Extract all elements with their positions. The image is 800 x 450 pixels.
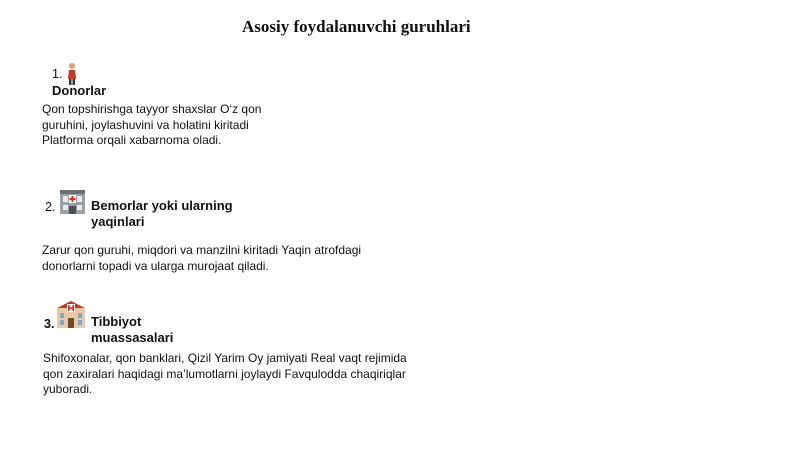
heading-line: Bemorlar yoki ularning	[91, 198, 233, 213]
group-number: 1.	[52, 67, 63, 81]
description-line: donorlarni topadi va ularga murojaat qiladi.	[42, 258, 269, 273]
group-description	[43, 351, 407, 398]
group-number: 3.	[44, 317, 55, 331]
group-heading	[91, 314, 173, 346]
group-heading	[91, 198, 233, 230]
group-description	[42, 102, 261, 149]
description-line: Platforma orqali xabarnoma oladi.	[42, 133, 222, 147]
hospital-patient-icon	[59, 188, 86, 215]
description-line: guruhini, joylashuvini va holatini kiritadi	[42, 117, 249, 132]
heading-line: yaqinlari	[91, 214, 145, 229]
description-line: yuboradi.	[43, 382, 93, 396]
group-description	[42, 243, 361, 274]
description-line: Qon topshirishga tayyor shaxslar O‘z qon	[42, 102, 262, 116]
slide-title: Asosiy foydalanuvchi guruhlari	[242, 17, 471, 36]
heading-line: Tibbiyot	[91, 314, 142, 329]
description-line: qon zaxiralari haqidagi ma’lumotlarni joylaydi Favqulodda chaqiriqlar	[43, 366, 406, 381]
group-number: 2.	[45, 200, 56, 214]
hospital-building-icon	[56, 299, 86, 329]
description-line: Shifoxonalar, qon banklari, Qizil Yarim Oy jamiyati Real vaqt rejimida	[43, 351, 407, 365]
group-heading: Donorlar	[52, 83, 107, 98]
description-line: Zarur qon guruhi, miqdori va manzilni kiritadi Yaqin atrofdagi	[42, 243, 362, 257]
heading-line: muassasalari	[91, 330, 174, 345]
